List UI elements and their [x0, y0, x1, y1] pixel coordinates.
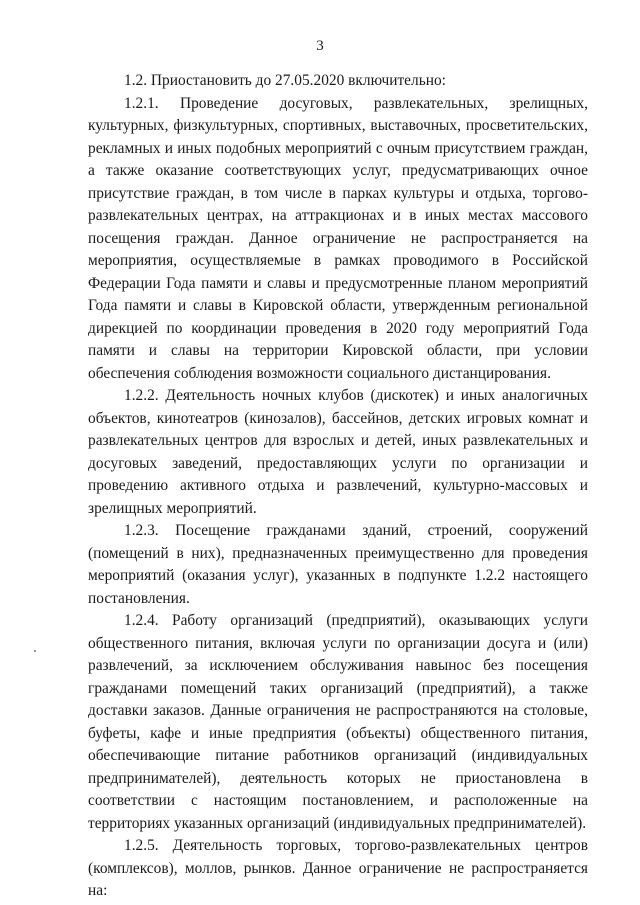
paragraph-1-2-3: 1.2.3. Посещение гражданами зданий, строений, сооружений (помещений в них), предназначенных преимущественно для проведения мероприятий (оказания услуг), указанных в подпункте 1.2.2 настоящего постановления. — [88, 522, 588, 607]
document-body — [88, 70, 588, 903]
section-heading: 1.2. Приостановить до 27.05.2020 включительно: — [124, 72, 446, 89]
paragraph-1-2-5: 1.2.5. Деятельность торговых, торгово-развлекательных центров (комплексов), моллов, рынков. Данное ограничение не распространяется на: — [88, 837, 588, 899]
paragraph-1-2-4: 1.2.4. Работу организаций (предприятий), оказывающих услуги общественного питания, включая услуги по организации досуга и (или) развлечений, за исключением обслуживания навынос без посещения гражданами помещений таких организаций (предприятий), а также доставки заказов. Данные ограничения не распространяются на столовые, буфеты, кафе и иные предприятия (объекты) общественного питания, обеспечивающие питание работников организаций (индивидуальных предпринимателей), деятельность которых не приостановлена в соответствии с настоящим постановлением, и расположенные на территориях указанных организаций (индивидуальных предпринимателей). — [88, 612, 588, 832]
page-number: 3 — [316, 38, 324, 54]
scan-speck — [34, 650, 36, 652]
paragraph-1-2-1: 1.2.1. Проведение досуговых, развлекательных, зрелищных, культурных, физкультурных, спортивных, выставочных, просветительских, рекламных и иных подобных мероприятий с очным присутствием граждан, а также оказание соответствующих услуг, предусматривающих очное присутствие граждан, в том числе в парках культуры и отдыха, торгово-развлекательных центрах, на аттракционах и в иных местах массового посещения граждан. Данное ограничение не распространяется на мероприятия, осуществляемые в рамках проводимого в Российской Федерации Года памяти и славы и предусмотренные планом мероприятий Года памяти и славы в Кировской области, утвержденным региональной дирекцией по координации проведения в 2020 году мероприятий Года памяти и славы на территории Кировской области, при условии обеспечения соблюдения возможности социального дистанцирования. — [88, 94, 588, 382]
paragraph-1-2-2: 1.2.2. Деятельность ночных клубов (дискотек) и иных аналогичных объектов, кинотеатров (кинозалов), бассейнов, детских игровых комнат и развлекательных центров для взрослых и детей, иных развлекательных и досуговых заведений, предоставляющих услуги по организации и проведению активного отдыха и развлечений, культурно-массовых и зрелищных мероприятий. — [88, 387, 588, 517]
